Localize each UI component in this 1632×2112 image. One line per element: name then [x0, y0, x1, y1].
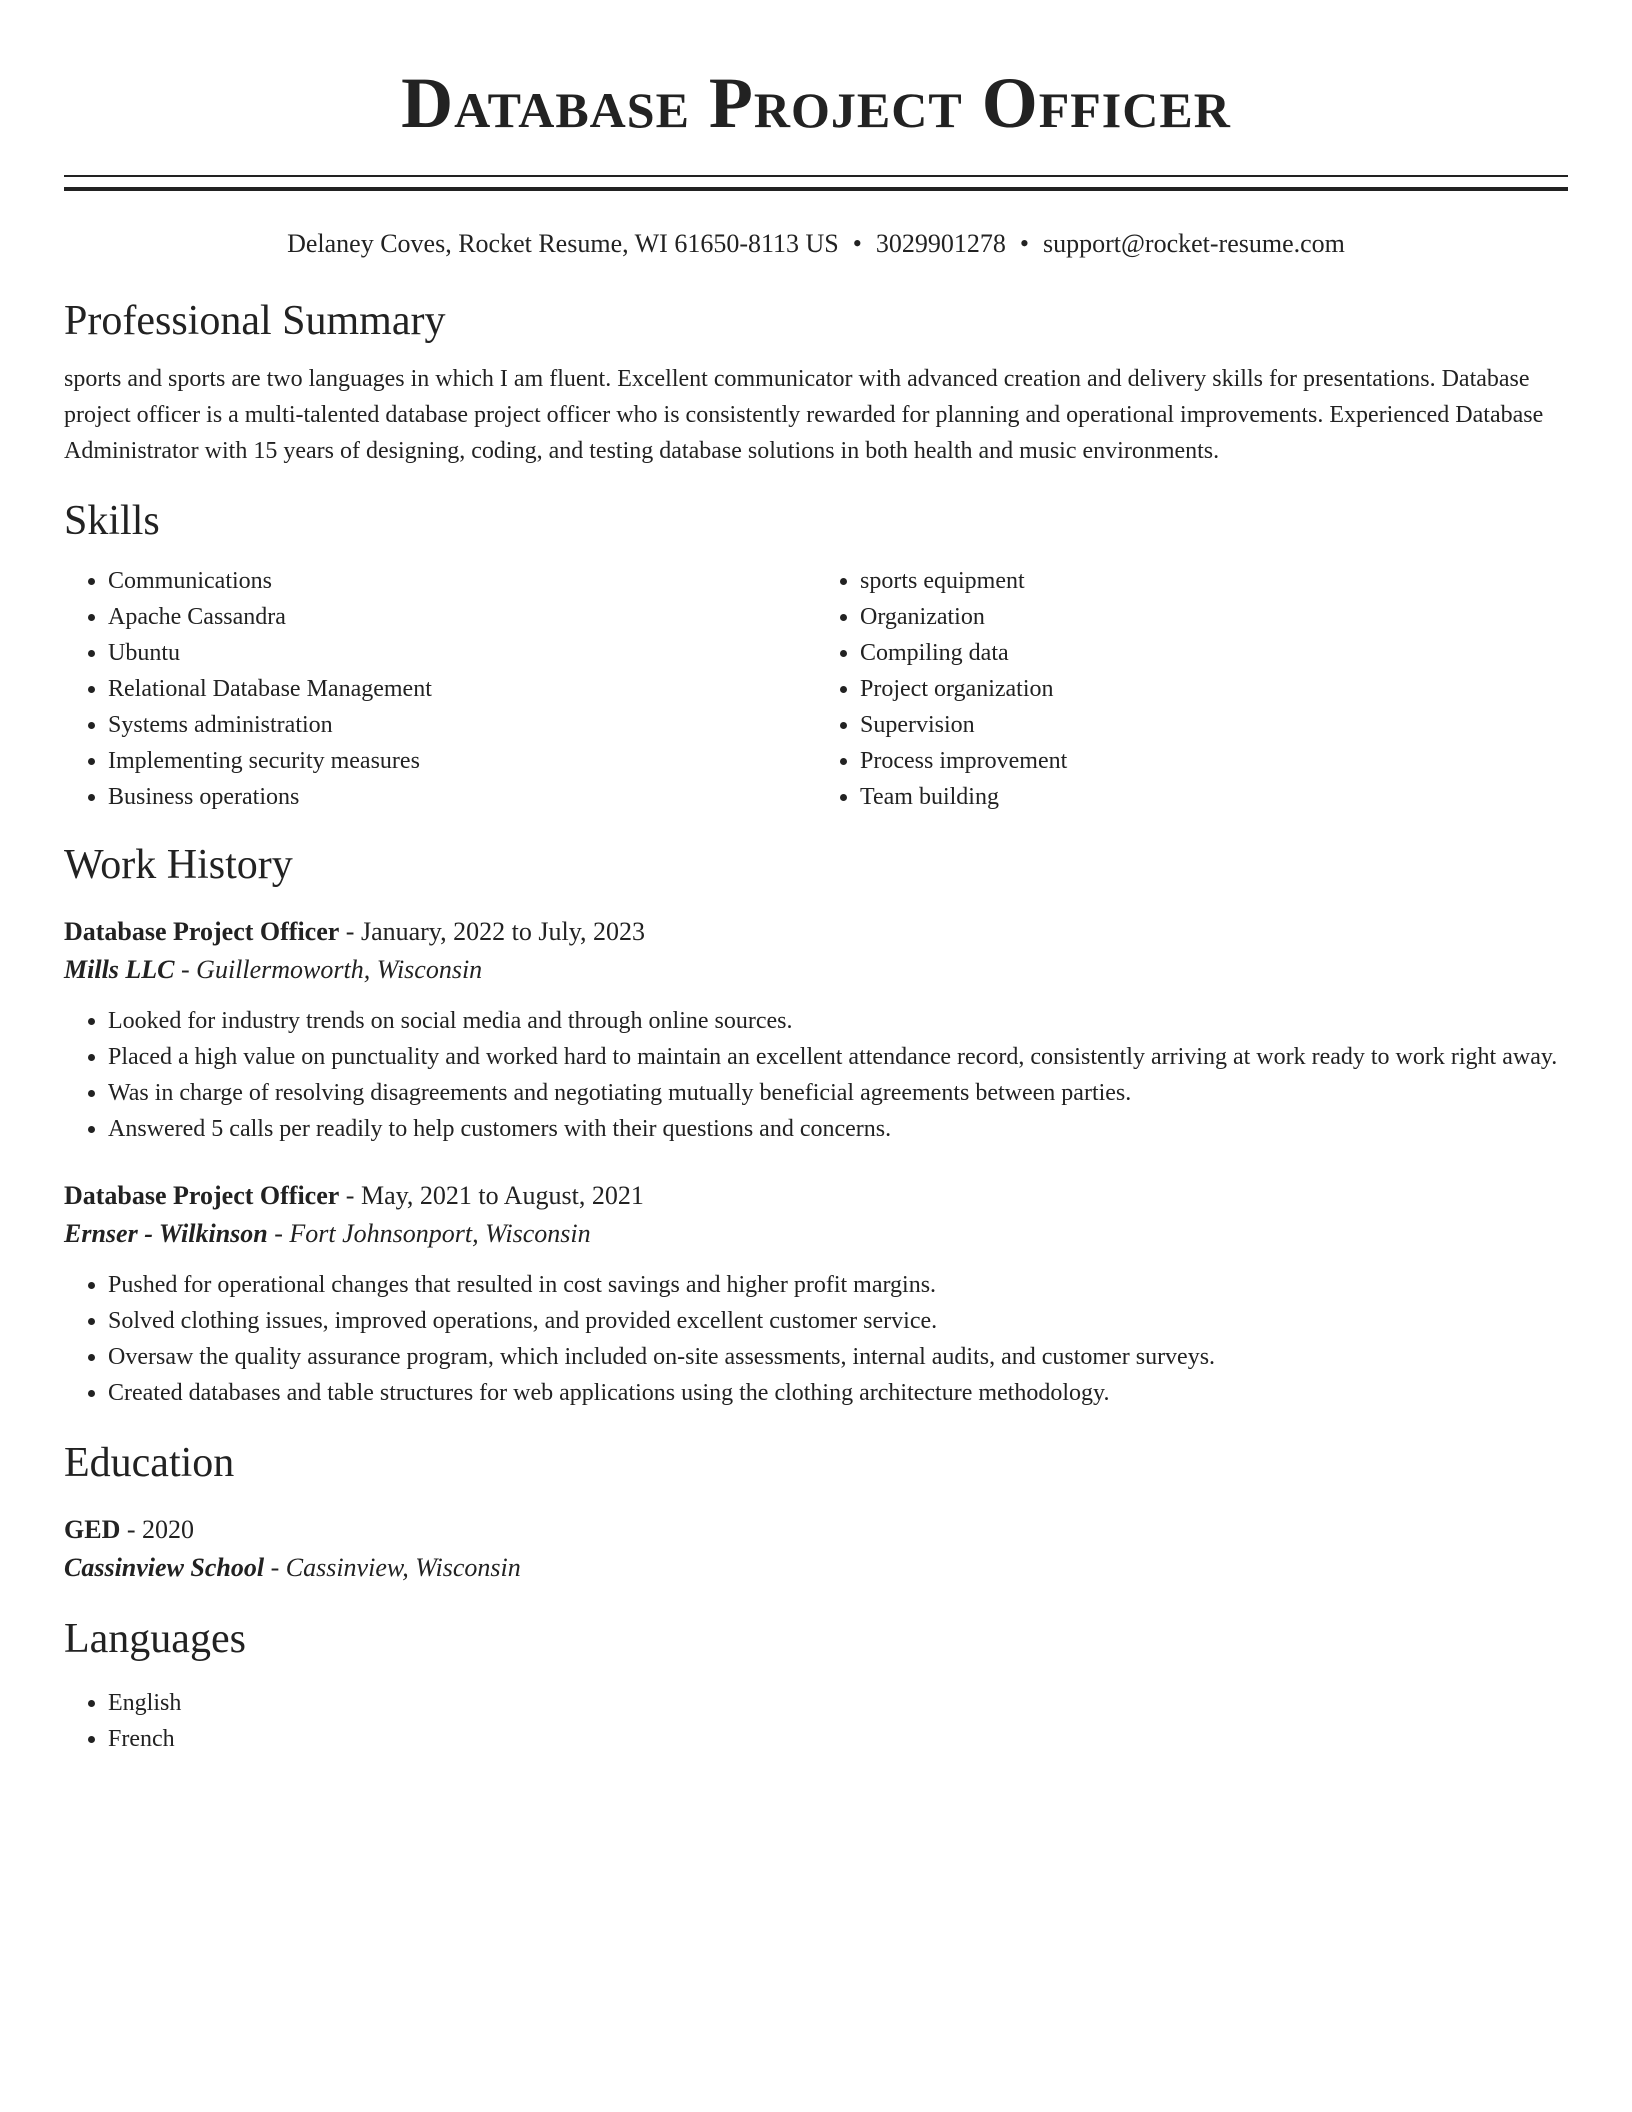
skills-list-right — [816, 563, 1568, 815]
job-location: - Fort Johnsonport, Wisconsin — [267, 1219, 591, 1248]
skill-item: • Implementing security measures — [108, 743, 816, 779]
skill-item: • Project organization — [860, 671, 1568, 707]
job-entry — [64, 1177, 1568, 1411]
summary-text: sports and sports are two languages in which I am fluent. Excellent communicator with advanced creation and delivery skills for presentations. Database project officer is a multi-talented database project officer who is consistently rewarded for planning and operational improvements. Experienced Database Administrator with 15 years of designing, coding, and testing database solutions in both health and music environments. — [64, 366, 1544, 464]
skill-item: • Relational Database Management — [108, 671, 816, 707]
skill-item: • Process improvement — [860, 743, 1568, 779]
skill-item: • Team building — [860, 779, 1568, 815]
job-bullet: • Oversaw the quality assurance program, which included on-site assessments, internal audits, and customer surveys. — [108, 1339, 1568, 1375]
job-bullet: • Solved clothing issues, improved operations, and provided excellent customer service. — [108, 1303, 1568, 1339]
language-item: • French — [108, 1721, 1568, 1757]
skill-item: • Business operations — [108, 779, 816, 815]
job-company-line — [64, 1215, 1568, 1253]
education-degree-line — [64, 1511, 1568, 1549]
title-divider — [64, 175, 1568, 191]
skills-list-left — [64, 563, 816, 815]
job-header — [64, 913, 1568, 951]
job-location: - Guillermoworth, Wisconsin — [174, 955, 483, 984]
job-bullet: • Answered 5 calls per readily to help customers with their questions and concerns. — [108, 1111, 1568, 1147]
job-bullet: • Looked for industry trends on social media and through online sources. — [108, 1003, 1568, 1039]
skills-columns — [64, 563, 1568, 815]
education-school: Cassinview School — [64, 1553, 265, 1582]
language-item: • English — [108, 1685, 1568, 1721]
contact-email: support@rocket-resume.com — [1042, 229, 1345, 258]
job-bullet: • Was in charge of resolving disagreements and negotiating mutually beneficial agreements between parties. — [108, 1075, 1568, 1111]
languages-list — [64, 1685, 1568, 1757]
job-bullet: • Pushed for operational changes that resulted in cost savings and higher profit margins. — [108, 1267, 1568, 1303]
job-header — [64, 1177, 1568, 1215]
skill-item: • Apache Cassandra — [108, 599, 816, 635]
work-history-heading: Work History — [64, 842, 293, 888]
education-school-line — [64, 1549, 1568, 1587]
skill-item: • Organization — [860, 599, 1568, 635]
job-bullets — [64, 1003, 1568, 1147]
job-company: Ernser - Wilkinson — [64, 1219, 268, 1248]
job-entry — [64, 913, 1568, 1147]
contact-separator: • — [852, 229, 862, 258]
resume-title: Database Project Officer — [401, 63, 1231, 143]
job-title: Database Project Officer — [64, 917, 340, 946]
job-company: Mills LLC — [64, 955, 175, 984]
education-degree: GED — [64, 1515, 121, 1544]
skill-item: • Ubuntu — [108, 635, 816, 671]
education-location: - Cassinview, Wisconsin — [264, 1553, 521, 1582]
skill-item: • Compiling data — [860, 635, 1568, 671]
languages-heading: Languages — [64, 1616, 246, 1662]
job-title: Database Project Officer — [64, 1181, 340, 1210]
education-year: - 2020 — [120, 1515, 195, 1544]
contact-phone: 3029901278 — [875, 229, 1006, 258]
job-dates: - May, 2021 to August, 2021 — [339, 1181, 644, 1210]
contact-separator: • — [1019, 229, 1029, 258]
summary-heading: Professional Summary — [64, 298, 446, 344]
job-dates: - January, 2022 to July, 2023 — [339, 917, 645, 946]
job-bullets — [64, 1267, 1568, 1411]
skill-item: • Supervision — [860, 707, 1568, 743]
contact-address: Delaney Coves, Rocket Resume, WI 61650-8113 US — [287, 229, 839, 258]
skill-item: • sports equipment — [860, 563, 1568, 599]
skill-item: • Communications — [108, 563, 816, 599]
skill-item: • Systems administration — [108, 707, 816, 743]
job-company-line — [64, 951, 1568, 989]
skills-heading: Skills — [64, 498, 160, 544]
education-heading: Education — [64, 1440, 235, 1486]
contact-line — [64, 227, 1568, 261]
job-bullet: • Created databases and table structures for web applications using the clothing architecture methodology. — [108, 1375, 1568, 1411]
job-bullet: • Placed a high value on punctuality and worked hard to maintain an excellent attendance record, consistently arriving at work ready to work right away. — [108, 1039, 1568, 1075]
